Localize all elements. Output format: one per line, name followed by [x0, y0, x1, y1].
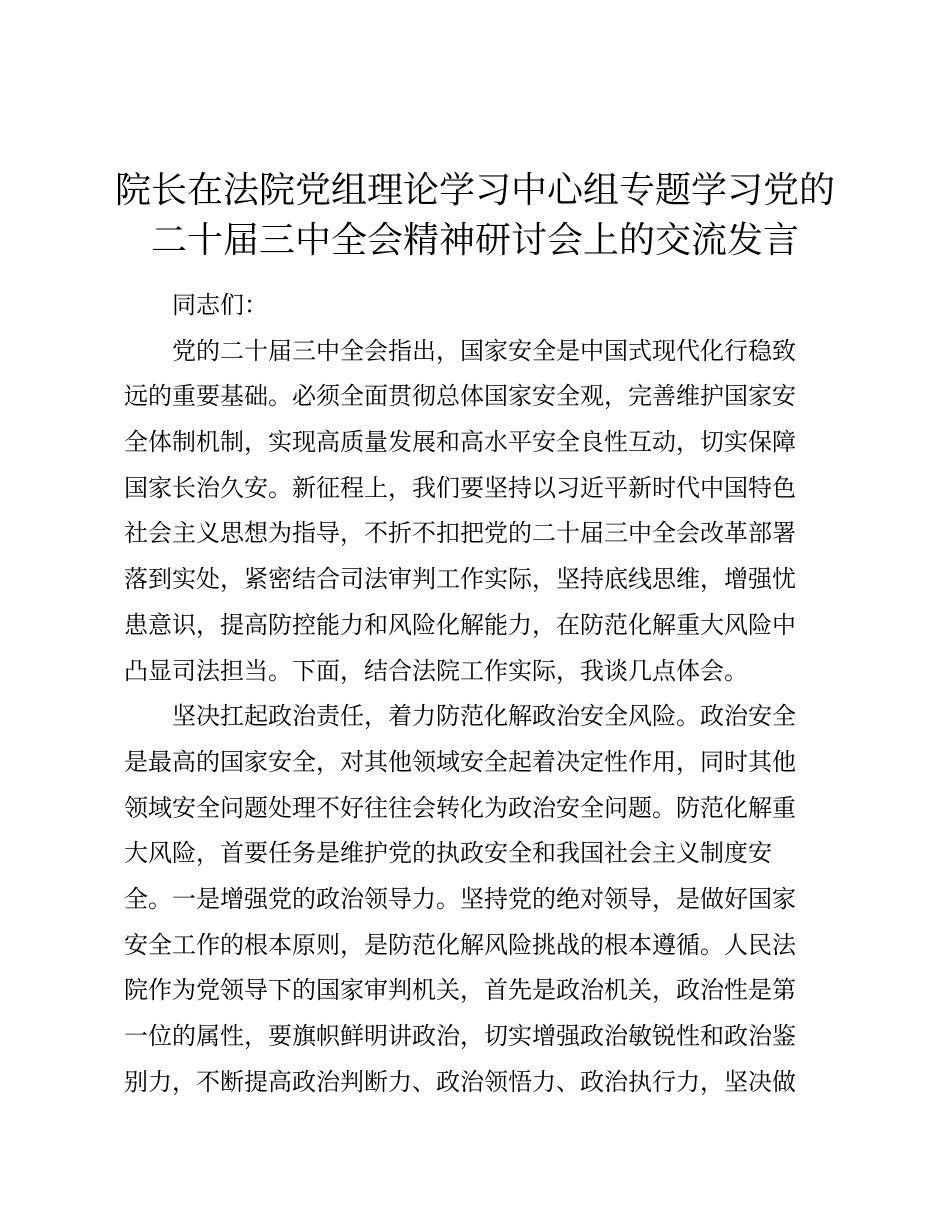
body-line: 社会主义思想为指导，不折不扣把党的二十届三中全会改革部署: [124, 519, 796, 548]
body-line: 领域安全问题处理不好往往会转化为政治安全问题。防范化解重: [124, 793, 796, 822]
body-line: 大风险，首要任务是维护党的执政安全和我国社会主义制度安: [124, 839, 772, 868]
body-line: 国家长治久安。新征程上，我们要坚持以习近平新时代中国特色: [124, 473, 796, 502]
body-line: 党的二十届三中全会指出，国家安全是中国式现代化行稳致: [172, 336, 796, 365]
body-line: 凸显司法担当。下面，结合法院工作实际，我谈几点体会。: [124, 656, 748, 685]
body-line: 别力，不断提高政治判断力、政治领悟力、政治执行力，坚决做: [124, 1067, 796, 1096]
body-line: 坚决扛起政治责任，着力防范化解政治安全风险。政治安全: [172, 702, 796, 731]
document-title: [0, 166, 950, 266]
title-line-2: 二十届三中全会精神研讨会上的交流发言: [150, 220, 799, 261]
body-line: 远的重要基础。必须全面贯彻总体国家安全观，完善维护国家安: [124, 382, 796, 411]
body-line: 安全工作的根本原则，是防范化解风险挑战的根本遵循。人民法: [124, 930, 796, 959]
body-line: 全。一是增强党的政治领导力。坚持党的绝对领导，是做好国家: [124, 884, 796, 913]
body-line: 是最高的国家安全，对其他领域安全起着决定性作用，同时其他: [124, 747, 796, 776]
body-line: 院作为党领导下的国家审判机关，首先是政治机关，政治性是第: [124, 976, 796, 1005]
body-line: 落到实处，紧密结合司法审判工作实际，坚持底线思维，增强忧: [124, 565, 796, 594]
body-line: 全体制机制，实现高质量发展和高水平安全良性互动，切实保障: [124, 428, 796, 457]
body-line: 一位的属性，要旗帜鲜明讲政治，切实增强政治敏锐性和政治鉴: [124, 1022, 796, 1050]
title-line-1: 院长在法院党组理论学习中心组专题学习党的: [114, 170, 835, 211]
body-line: 患意识，提高防控能力和风险化解能力，在防范化解重大风险中: [124, 610, 796, 639]
document-body: [124, 283, 824, 1105]
body-line: 同志们：: [172, 291, 268, 319]
